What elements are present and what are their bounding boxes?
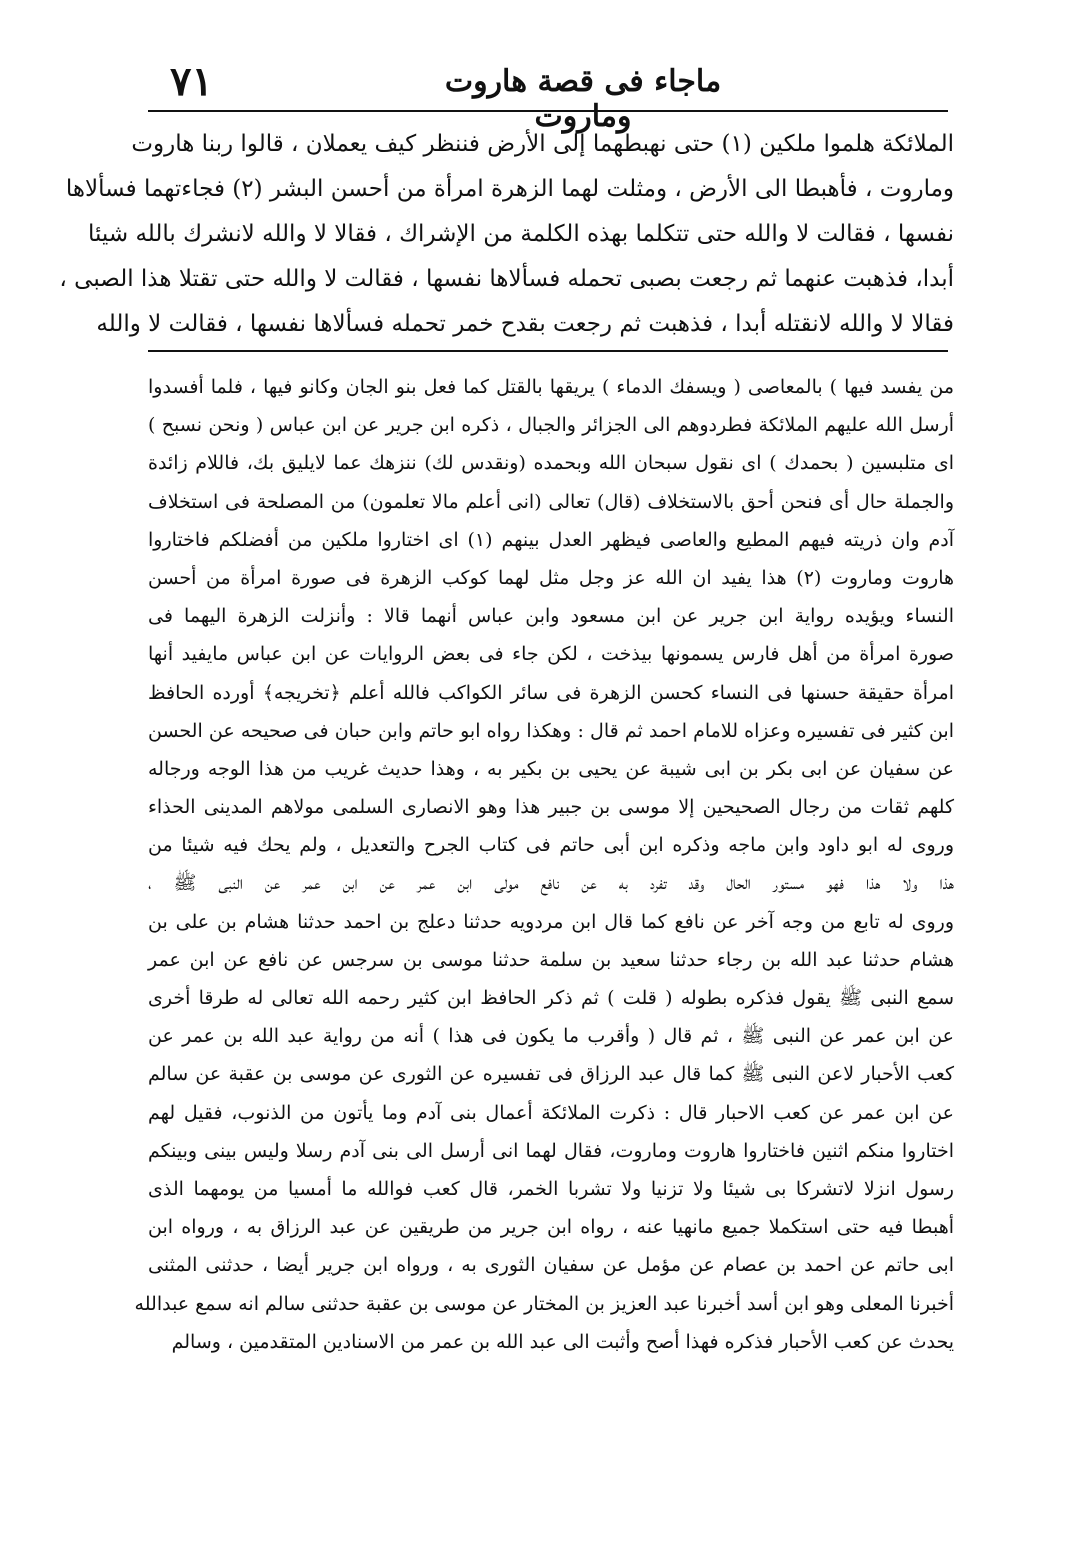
footnote-line: صورة امرأة من أهل فارس يسمونها بيذخت ، لكن جاء فى بعض الروايات عن ابن عباس مايفيد أنها bbox=[148, 643, 954, 666]
main-text-line: نفسها ، فقالت لا والله حتى تتكلما بهذه الكلمة من الإشراك ، فقالا لا والله لانشرك بالله شيئا bbox=[87, 221, 954, 247]
running-title: ماجاء فى قصة هاروت وماروت bbox=[444, 64, 722, 134]
footnote-line: أرسل الله عليهم الملائكة فطردوهم الى الجزائر والجبال ، ذكره ابن جرير عن ابن عباس ( ونحن نسبح ) bbox=[148, 414, 954, 437]
footnote-line: امرأة حقيقة حسنها فى النساء كحسن الزهرة فى سائر الكواكب فالله أعلم ﴿تخريجه﴾ أورده الحافظ bbox=[148, 681, 954, 704]
main-text-line: الملائكة هلموا ملكين (١) حتى نهبطهما إلى الأرض فننظر كيف يعملان ، قالوا ربنا هاروت bbox=[131, 131, 954, 157]
footnote-line: سمع النبى ﷺ يقول فذكره بطوله ( قلت ) ثم ذكر الحافظ ابن كثير رحمه الله تعالى له طرقا أخرى bbox=[148, 987, 954, 1009]
footnote-line: هذا ولا هذا فهو مستور الحال وقد تفرد به عن نافع مولى ابن عمر عن ابن عمر عن النبى ﷺ ، bbox=[148, 872, 954, 895]
footnote-line: آدم وان ذريته فيهم المطيع والعاصى فيظهر العدل بينهم (١) اى اختاروا ملكين من أفضلكم فاختاروا bbox=[148, 528, 954, 551]
footnote-line: كعب الأحبار لاعن النبى ﷺ كما قال عبد الرزاق فى تفسيره عن الثورى عن موسى بن عقبة عن سالم bbox=[148, 1063, 954, 1086]
footnote-line: النساء ويؤيده رواية ابن جرير عن ابن مسعود وابن عباس أنهما قالا : وأنزلت الزهرة اليهما فى bbox=[148, 605, 954, 628]
main-text-block bbox=[59, 122, 954, 347]
page-header bbox=[148, 56, 948, 134]
footnote-line: ابى حاتم عن احمد بن عصام عن مؤمل عن سفيان الثورى به ، ورواه ابن جرير أيضا ، حدثنى المثنى bbox=[148, 1254, 954, 1277]
footnote-line: والجملة حال أى فنحن أحق بالاستخلاف (قال) تعالى (انى أعلم مالا تعلمون) من المصلحة فى استخلاف bbox=[148, 490, 954, 513]
footnote-line: اختاروا منكم اثنين فاختاروا هاروت وماروت، فقال لهما انى أرسل الى بنى آدم رسلا وليس بينى وبينكم bbox=[148, 1139, 954, 1162]
footnotes-block bbox=[134, 368, 955, 1361]
page-number: ٧١ bbox=[170, 58, 213, 105]
footnote-line: ابن كثير فى تفسيره وعزاه للامام احمد ثم قال : وهكذا رواه ابو حاتم وابن حبان فى صحيحه عن الحسن bbox=[148, 719, 954, 742]
footnote-line: رسول انزلا لاتشركا بى شيئا ولا تزنيا ولا تشربا الخمر، قال كعب فوالله ما أمسيا من يومهما الذى bbox=[148, 1177, 954, 1200]
footnote-line: عن سفيان عن ابى بكر بن ابى شيبة عن يحيى بن بكير به ، وهذا حديث غريب من هذا الوجه ورجاله bbox=[148, 757, 954, 780]
main-text-line: فقالا لا والله لانقتله أبدا ، فذهبت ثم رجعت بقدح خمر تحمله فسألاها نفسها ، فقالت لا والله bbox=[96, 311, 954, 337]
footnote-line: يحدث عن كعب الأحبار فذكره فهذا أصح وأثبت الى عبد الله بن عمر من الاسنادين المتقدمين ، وسالم bbox=[171, 1330, 954, 1353]
footnote-line: من يفسد فيها ) بالمعاصى ( ويسفك الدماء ) يريقها بالقتل كما فعل بنو الجان وكانو فيها ، فلما أفسدوا bbox=[148, 376, 954, 398]
footnote-divider bbox=[148, 350, 948, 352]
footnote-line: أهبطا فيه حتى استكملا جميع مانهيا عنه ، رواه ابن جرير من طريقين عن عبد الرزاق به ، ورواه ابن bbox=[148, 1216, 954, 1239]
footnote-line: وروى له ابو داود وابن ماجه وذكره ابن أبى حاتم فى كتاب الجرح والتعديل ، ولم يحك فيه شيئا من bbox=[148, 834, 954, 857]
footnote-line: وروى له تابع من وجه آخر عن نافع كما قال ابن مردويه حدثنا دعلج بن احمد حدثنا هشام بن على بن bbox=[148, 910, 954, 933]
header-divider bbox=[148, 110, 948, 112]
main-text-line: وماروت ، فأهبطا الى الأرض ، ومثلت لهما الزهرة امرأة من أحسن البشر (٢) فجاءتهما فسألاها bbox=[65, 176, 954, 202]
footnote-line: أخبرنا المعلى وهو ابن أسد أخبرنا عبد العزيز بن المختار عن موسى بن عقبة حدثنى سالم انه سمع عبدالله bbox=[134, 1292, 954, 1315]
footnote-line: عن ابن عمر عن كعب الاحبار قال : ذكرت الملائكة أعمال بنى آدم وما يأتون من الذنوب، فقيل لهم bbox=[148, 1101, 954, 1124]
main-text-line: أبدا، فذهبت عنهما ثم رجعت بصبى تحمله فسألاها نفسها ، فقالت لا والله حتى تقتلا هذا الصبى ، bbox=[59, 266, 954, 292]
footnote-line: كلهم ثقات من رجال الصحيحين إلا موسى بن جبير هذا وهو الانصارى السلمى مولاهم المدينى الحذاء bbox=[148, 796, 954, 819]
footnote-line: عن ابن عمر عن النبى ﷺ ، ثم قال ( وأقرب ما يكون فى هذا ) أنه من رواية عبد الله بن عمر عن bbox=[148, 1025, 954, 1048]
footnote-line: اى متلبسين ( بحمدك ) اى نقول سبحان الله وبحمده (ونقدس لك) ننزهك عما لايليق بك، فاللام زائدة bbox=[148, 452, 954, 475]
footnote-line: هشام حدثنا عبد الله بن رجاء حدثنا سعيد بن سلمة حدثنا موسى بن سرجس عن نافع عن ابن عمر bbox=[148, 948, 954, 971]
footnote-line: هاروت وماروت (٢) هذا يفيد ان الله عز وجل مثل لهما كوكب الزهرة فى صورة امرأة من أحسن bbox=[148, 566, 955, 589]
